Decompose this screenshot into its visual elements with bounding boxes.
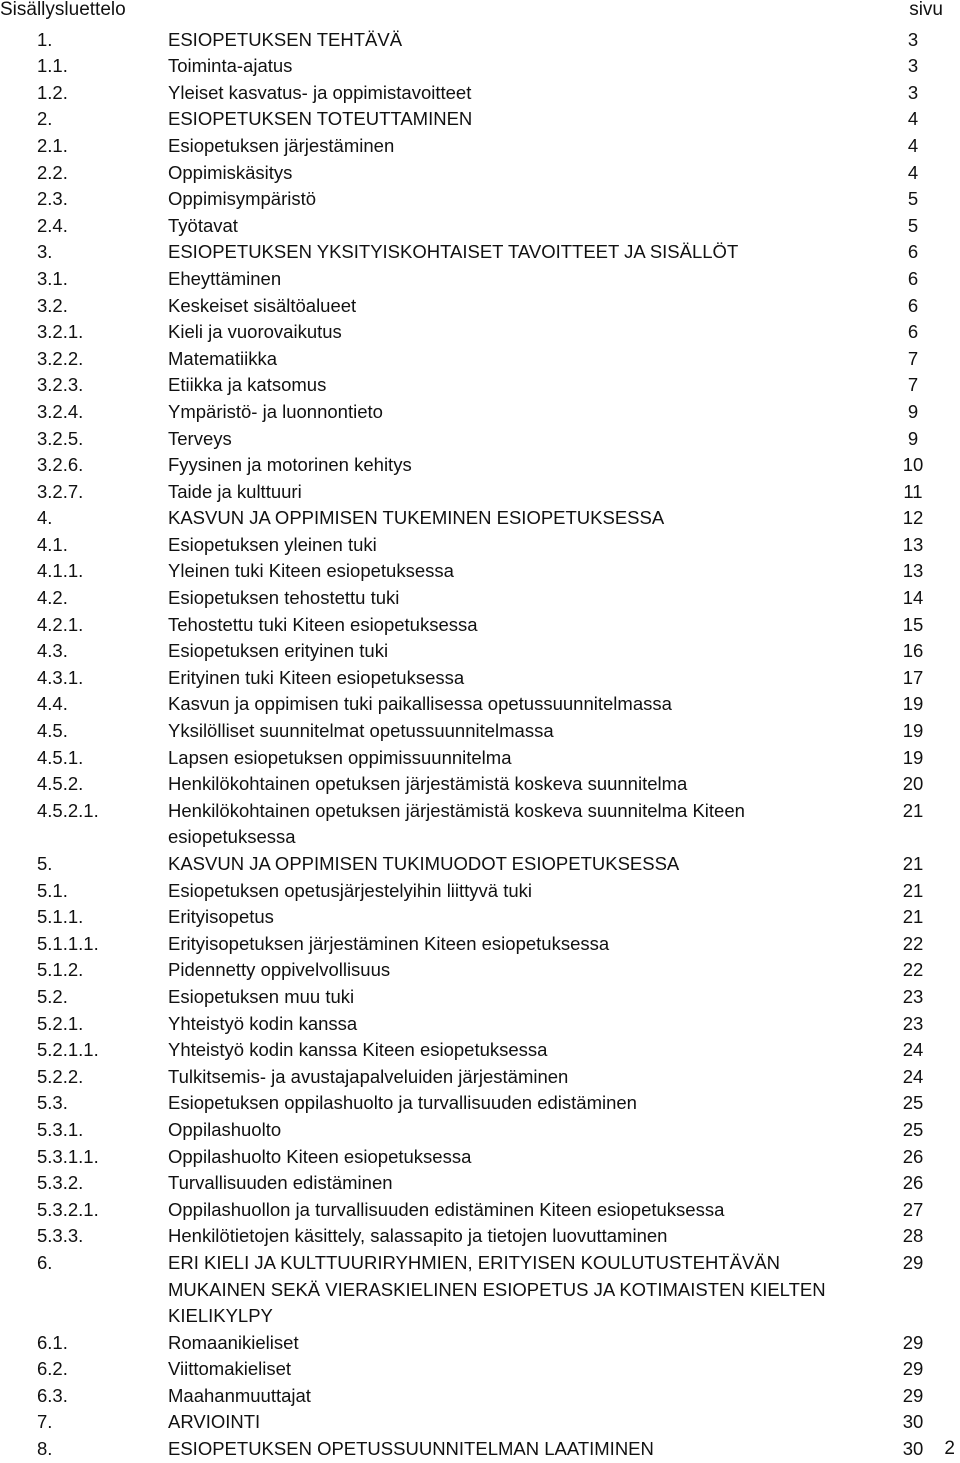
toc-entry[interactable] (0, 1223, 960, 1250)
toc-entry-number: 5.2.1.1. (37, 1039, 99, 1061)
toc-entry-title: Eheyttäminen (168, 267, 282, 289)
toc-entry-title: Romaanikieliset (168, 1331, 299, 1353)
toc-entry-title: Keskeiset sisältöalueet (168, 294, 357, 316)
toc-entry[interactable] (0, 745, 960, 772)
toc-entry-title: Oppilashuolto (168, 1118, 282, 1140)
toc-entry-title: Esiopetuksen opetusjärjestelyihin liittyvä tuki (168, 879, 533, 901)
toc-entry-number: 4.2. (37, 587, 68, 609)
toc-entry-title: Yhteistyö kodin kanssa Kiteen esiopetuksessa (168, 1039, 548, 1061)
toc-entry-number: 3.2.2. (37, 347, 84, 369)
toc-entry-number: 2.3. (37, 188, 68, 210)
toc-entry[interactable] (0, 1436, 960, 1463)
toc-entry-title: Erityisopetus (168, 906, 274, 928)
toc-entry-page: 16 (902, 640, 924, 662)
toc-entry-page: 24 (902, 1039, 924, 1061)
toc-entry-number: 7. (37, 1411, 53, 1433)
toc-entry[interactable] (0, 984, 960, 1011)
toc-entry-page: 21 (902, 906, 924, 928)
toc-entry[interactable] (0, 266, 960, 293)
page-column-label: sivu (909, 0, 943, 20)
toc-entry-number: 1. (37, 28, 53, 50)
toc-entry-title: Yksilölliset suunnitelmat opetussuunnitelmassa (168, 720, 554, 742)
toc-entry-page: 11 (903, 480, 923, 502)
toc-entry-number: 4.3. (37, 640, 68, 662)
toc-entry[interactable] (0, 239, 960, 266)
toc-entry[interactable] (0, 399, 960, 426)
toc-entry[interactable] (0, 80, 960, 107)
toc-entry-title: Esiopetuksen muu tuki (168, 985, 355, 1007)
page-number: 2 (944, 1438, 955, 1459)
toc-entry-page: 7 (907, 374, 919, 396)
toc-entry-number: 5.3.1. (37, 1118, 84, 1140)
toc-entry[interactable] (0, 452, 960, 479)
toc-entry-number: 5.3.2.1. (37, 1198, 99, 1220)
toc-entry[interactable] (0, 1383, 960, 1410)
toc-entry-page: 27 (902, 1198, 924, 1220)
toc-entry-page: 30 (902, 1438, 924, 1460)
toc-entry[interactable] (0, 293, 960, 320)
toc-entry-title: Esiopetuksen oppilashuolto ja turvallisuuden edistäminen (168, 1092, 637, 1114)
toc-entry-number: 6.2. (37, 1358, 68, 1380)
toc-entry-title: ESIOPETUKSEN TEHTÄVÄ (168, 28, 403, 50)
toc-entry[interactable] (0, 585, 960, 612)
toc-entry-number: 3.2.3. (37, 374, 84, 396)
toc-entry-number: 4.1. (37, 533, 68, 555)
toc-entry[interactable] (0, 1037, 960, 1064)
toc-entry-page: 3 (907, 28, 919, 50)
toc-entry-number: 1.1. (37, 55, 68, 77)
toc-entry-page: 29 (902, 1251, 924, 1273)
toc-entry-page: 5 (907, 214, 919, 236)
toc-entry-title: Esiopetuksen erityinen tuki (168, 640, 389, 662)
toc-entry-page: 23 (902, 1012, 924, 1034)
toc-entry[interactable] (0, 957, 960, 984)
toc-entry[interactable] (0, 851, 960, 878)
toc-entry[interactable] (0, 612, 960, 639)
toc-entry[interactable] (0, 931, 960, 958)
toc-entry-page: 4 (907, 108, 919, 130)
toc-entry[interactable] (0, 133, 960, 160)
toc-entry[interactable] (0, 1170, 960, 1197)
toc-entry-title: Tehostettu tuki Kiteen esiopetuksessa (168, 613, 478, 635)
toc-entry-title: ERI KIELI JA KULTTUURIRYHMIEN, ERITYISEN KOULUTUSTEHTÄVÄN MUKAINEN SEKÄ VIERASKIELINEN ESIOPETUS JA KOTIMAISTEN KIELTEN KIELIKYLPY (168, 1251, 826, 1327)
toc-entry[interactable] (0, 878, 960, 905)
toc-entry-page: 29 (902, 1384, 924, 1406)
toc-entry-page: 19 (902, 720, 924, 742)
toc-entry-title: Kieli ja vuorovaikutus (168, 321, 342, 343)
toc-entry-page: 26 (902, 1145, 924, 1167)
toc-entry-page: 26 (902, 1172, 924, 1194)
toc-entry[interactable] (0, 1144, 960, 1171)
toc-heading: Sisällysluettelo (0, 0, 126, 20)
toc-entry[interactable] (0, 1117, 960, 1144)
toc-entry-page: 4 (907, 161, 919, 183)
toc-entry-title: Tulkitsemis- ja avustajapalveluiden järjestäminen (168, 1065, 569, 1087)
toc-entry-page: 17 (902, 666, 924, 688)
toc-entry[interactable] (0, 426, 960, 453)
toc-entry-number: 4.5. (37, 720, 68, 742)
toc-entry-title: Pidennetty oppivelvollisuus (168, 959, 391, 981)
toc-entry-title: KASVUN JA OPPIMISEN TUKIMUODOT ESIOPETUKSESSA (168, 853, 680, 874)
toc-entry[interactable] (0, 718, 960, 745)
toc-entry-page: 29 (902, 1331, 924, 1353)
toc-entry[interactable] (0, 1197, 960, 1224)
toc-entry-page: 6 (907, 321, 919, 343)
toc-entry[interactable] (0, 213, 960, 240)
toc-entry-number: 3.2. (37, 294, 68, 316)
toc-entry-page: 19 (902, 693, 924, 715)
toc-entry-number: 5.1.1.1. (37, 932, 99, 954)
toc-entry[interactable] (0, 532, 960, 559)
toc-entry[interactable] (0, 27, 960, 54)
toc-entry-number: 3.2.7. (37, 480, 84, 502)
toc-entry-title: Työtavat (168, 214, 238, 236)
toc-entry-number: 4.2.1. (37, 613, 84, 635)
toc-entry[interactable] (0, 1011, 960, 1038)
toc-entry-page: 9 (907, 427, 919, 449)
toc-entry[interactable] (0, 1330, 960, 1357)
toc-entry-number: 4.4. (37, 693, 68, 715)
toc-entry-page: 9 (907, 400, 919, 422)
toc-entry-number: 3.1. (37, 267, 68, 289)
toc-entry[interactable] (0, 53, 960, 80)
toc-entry-number: 5.3.2. (37, 1172, 84, 1194)
toc-entry-page: 21 (902, 799, 924, 821)
toc-entry-title: Yleinen tuki Kiteen esiopetuksessa (168, 560, 454, 582)
toc-entry-page: 30 (902, 1411, 924, 1433)
toc-entry-page: 6 (907, 294, 919, 316)
toc-entry-number: 2.1. (37, 134, 68, 156)
toc-entry-number: 2.4. (37, 214, 68, 236)
toc-entry[interactable] (0, 638, 960, 665)
toc-entry-title: Lapsen esiopetuksen oppimissuunnitelma (168, 746, 512, 768)
toc-entry-title: Henkilötietojen käsittely, salassapito ja tietojen luovuttaminen (168, 1225, 668, 1247)
toc-entry-title: Etiikka ja katsomus (168, 374, 327, 396)
toc-entry-page: 25 (902, 1092, 924, 1114)
toc-entry-page: 29 (902, 1358, 924, 1380)
toc-entry-title: Kasvun ja oppimisen tuki paikallisessa opetussuunnitelmassa (168, 693, 672, 715)
toc-entry-number: 1.2. (37, 81, 68, 103)
toc-entry-title: Ympäristö- ja luonnontieto (168, 400, 383, 422)
toc-entry-number: 3.2.1. (37, 321, 84, 343)
toc-entry-number: 8. (37, 1438, 53, 1460)
toc-entry-title: Taide ja kulttuuri (168, 480, 302, 502)
toc-entry[interactable] (0, 346, 960, 373)
toc-entry-page: 15 (902, 613, 924, 635)
toc-entry[interactable] (0, 106, 960, 133)
toc-entry[interactable] (0, 505, 960, 532)
table-of-contents (0, 27, 960, 1463)
toc-entry[interactable] (0, 319, 960, 346)
toc-entry-number: 3.2.5. (37, 427, 84, 449)
toc-entry-page: 22 (902, 959, 924, 981)
toc-entry-number: 5.1.2. (37, 959, 84, 981)
toc-entry-number: 5.1. (37, 879, 68, 901)
toc-entry-title: Oppilashuollon ja turvallisuuden edistäminen Kiteen esiopetuksessa (168, 1198, 725, 1220)
toc-entry-title: Yleiset kasvatus- ja oppimistavoitteet (168, 81, 472, 103)
toc-entry-page: 4 (907, 134, 919, 156)
toc-entry-page: 14 (902, 587, 924, 609)
toc-entry-page: 20 (902, 773, 924, 795)
toc-entry[interactable] (0, 1090, 960, 1117)
toc-entry[interactable] (0, 160, 960, 187)
toc-entry[interactable] (0, 798, 960, 851)
toc-entry[interactable] (0, 186, 960, 213)
toc-entry-number: 4.1.1. (37, 560, 84, 582)
toc-entry-page: 25 (902, 1118, 924, 1140)
toc-entry-title: Erityinen tuki Kiteen esiopetuksessa (168, 666, 465, 688)
toc-entry-number: 3. (37, 241, 53, 263)
toc-entry-title: Esiopetuksen järjestäminen (168, 134, 395, 156)
toc-entry[interactable] (0, 372, 960, 399)
toc-entry-page: 13 (902, 533, 924, 555)
toc-entry[interactable] (0, 1356, 960, 1383)
toc-entry-page: 23 (902, 985, 924, 1007)
toc-entry[interactable] (0, 691, 960, 718)
toc-entry[interactable] (0, 479, 960, 506)
toc-entry-title: Terveys (168, 427, 232, 449)
toc-entry-title: Erityisopetuksen järjestäminen Kiteen esiopetuksessa (168, 932, 610, 954)
toc-header (0, 0, 960, 26)
toc-entry-page: 6 (907, 267, 919, 289)
toc-entry-number: 5.3.1.1. (37, 1145, 99, 1167)
toc-entry-page: 19 (902, 746, 924, 768)
toc-entry-title: Henkilökohtainen opetuksen järjestämistä koskeva suunnitelma (168, 773, 688, 795)
toc-entry-number: 5. (37, 853, 53, 874)
toc-entry-title: ESIOPETUKSEN OPETUSSUUNNITELMAN LAATIMINEN (168, 1438, 654, 1460)
toc-entry-page: 22 (902, 932, 924, 954)
toc-entry-number: 5.2.2. (37, 1065, 84, 1087)
toc-entry-number: 4.3.1. (37, 666, 84, 688)
toc-entry-number: 5.1.1. (37, 906, 84, 928)
toc-entry[interactable] (0, 558, 960, 585)
toc-entry-title: Esiopetuksen yleinen tuki (168, 533, 377, 555)
toc-entry-page: 10 (902, 454, 924, 476)
toc-entry-title: ARVIOINTI (168, 1411, 261, 1433)
toc-entry-number: 6. (37, 1251, 53, 1273)
toc-entry-title: Matematiikka (168, 347, 277, 369)
toc-entry-title: Toiminta-ajatus (168, 55, 293, 77)
toc-entry-title: Viittomakieliset (168, 1358, 292, 1380)
toc-entry-page: 3 (907, 55, 919, 77)
toc-entry[interactable] (0, 665, 960, 692)
toc-entry-number: 4.5.1. (37, 746, 84, 768)
toc-entry-page: 21 (902, 853, 924, 874)
toc-entry[interactable] (0, 1250, 960, 1330)
toc-entry-title: ESIOPETUKSEN TOTEUTTAMINEN (168, 108, 473, 130)
toc-entry[interactable] (0, 771, 960, 798)
toc-entry-number: 5.2. (37, 985, 68, 1007)
toc-entry-number: 4. (37, 507, 53, 529)
toc-entry-number: 6.1. (37, 1331, 68, 1353)
toc-entry-page: 28 (902, 1225, 924, 1247)
toc-entry-page: 5 (907, 188, 919, 210)
toc-entry-number: 5.3. (37, 1092, 68, 1114)
toc-entry-title: KASVUN JA OPPIMISEN TUKEMINEN ESIOPETUKSESSA (168, 507, 665, 529)
toc-entry-number: 2. (37, 108, 53, 130)
toc-entry-page: 21 (902, 879, 924, 901)
toc-entry[interactable] (0, 904, 960, 931)
toc-entry-number: 2.2. (37, 161, 68, 183)
toc-entry-title: ESIOPETUKSEN YKSITYISKOHTAISET TAVOITTEET JA SISÄLLÖT (168, 241, 739, 263)
toc-entry-title: Oppimisympäristö (168, 188, 317, 210)
toc-entry-page: 13 (902, 560, 924, 582)
toc-entry-title: Henkilökohtainen opetuksen järjestämistä koskeva suunnitelma Kiteen esiopetuksessa (168, 799, 745, 848)
toc-entry-title: Fyysinen ja motorinen kehitys (168, 454, 412, 476)
toc-entry-number: 5.2.1. (37, 1012, 84, 1034)
toc-entry-page: 12 (902, 507, 924, 529)
toc-entry-page: 3 (907, 81, 919, 103)
toc-entry-title: Oppimiskäsitys (168, 161, 293, 183)
toc-entry-title: Yhteistyö kodin kanssa (168, 1012, 358, 1034)
toc-entry-title: Esiopetuksen tehostettu tuki (168, 587, 400, 609)
toc-entry-number: 4.5.2. (37, 773, 84, 795)
toc-entry-title: Maahanmuuttajat (168, 1384, 311, 1406)
toc-entry-number: 3.2.6. (37, 454, 84, 476)
toc-entry-title: Oppilashuolto Kiteen esiopetuksessa (168, 1145, 472, 1167)
toc-entry-number: 4.5.2.1. (37, 799, 99, 821)
toc-entry-page: 7 (907, 347, 919, 369)
toc-entry[interactable] (0, 1064, 960, 1091)
toc-entry-number: 3.2.4. (37, 400, 84, 422)
toc-entry-title: Turvallisuuden edistäminen (168, 1172, 393, 1194)
toc-entry-page: 6 (907, 241, 919, 263)
toc-entry-number: 5.3.3. (37, 1225, 84, 1247)
toc-entry-page: 24 (902, 1065, 924, 1087)
toc-entry-number: 6.3. (37, 1384, 68, 1406)
toc-entry[interactable] (0, 1409, 960, 1436)
